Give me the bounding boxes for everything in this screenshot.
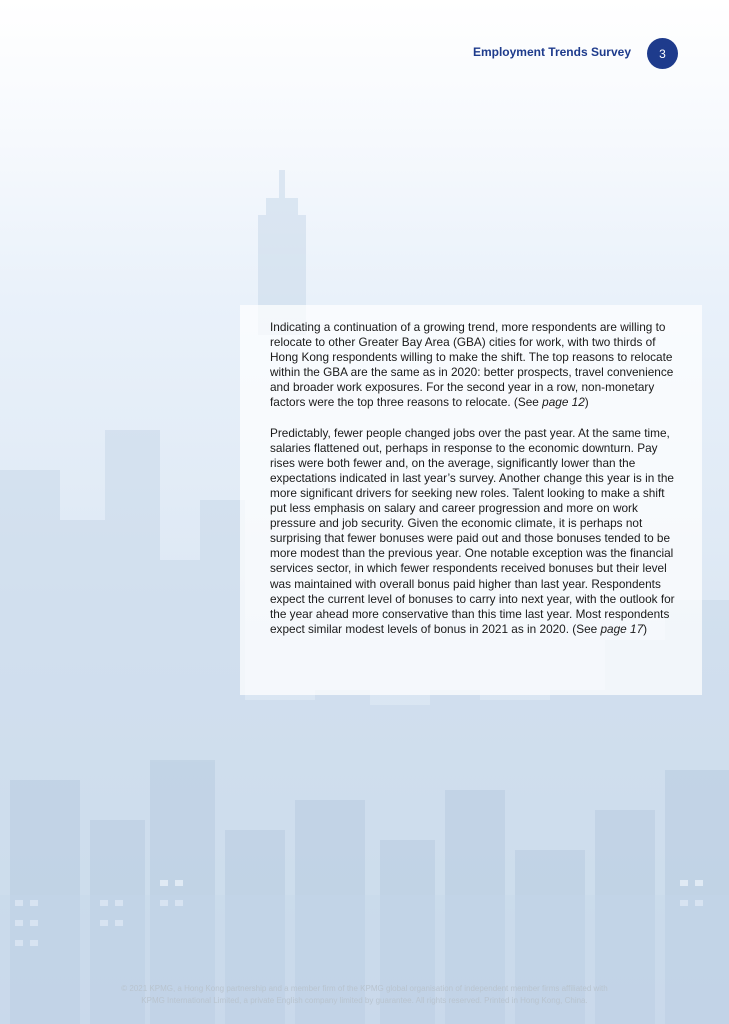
paragraph-salaries-text: Predictably, fewer people changed jobs over the past year. At the same time, salaries flattened out, perhaps in response to the economic downturn. Pay rises were both fewer and, on the average, significantly lower than the expectations indicated in last year’s survey. Another change this year is in the more significant drivers for seeking new roles. Talent looking to make a shift put less emphasis on salary and career progression and more on work pressure and job security. Given the economic climate, it is perhaps not surprising that fewer bonuses were paid out and those bonuses tended to be more modest than the previous year. One notable exception was the financial services sector, in which fewer respondents received bonuses but their level was maintained with overall bonus paid higher than last year. Respondents expect the current level of bonuses to carry into next year, with the outlook for the year ahead more conservative than this time last year. Most respondents expect similar modest levels of bonus in 2021 as in 2020. (See <box>270 425 675 636</box>
paragraph-relocation-end: ) <box>584 395 589 410</box>
header-title: Employment Trends Survey <box>472 45 631 59</box>
copyright-footer <box>0 983 729 1007</box>
paragraph-salaries-end: ) <box>643 621 648 636</box>
paragraph-salaries-bonuses <box>270 426 680 637</box>
copyright-line-1: © 2021 KPMG, a Hong Kong partnership and a member firm of the KPMG global organisation of independent member firms affiliated with <box>121 984 608 993</box>
page-number-badge: 3 <box>647 38 678 69</box>
copyright-line-2: KPMG International Limited, a private English company limited by guarantee. All rights reserved. Printed in Hong Kong, China. <box>141 996 588 1005</box>
body-text <box>270 320 680 652</box>
page-reference-link[interactable]: page 17 <box>600 621 644 636</box>
paragraph-relocation <box>270 320 680 411</box>
paragraph-relocation-text: Indicating a continuation of a growing trend, more respondents are willing to relocate to other Greater Bay Area (GBA) cities for work, with two thirds of Hong Kong respondents willing to make the shift. The top reasons to relocate within the GBA are the same as in 2020: better prospects, travel convenience and broader work exposures. For the second year in a row, non-monetary factors were the top three reasons to relocate. (See <box>270 320 674 410</box>
page-reference-link[interactable]: page 12 <box>542 395 585 410</box>
